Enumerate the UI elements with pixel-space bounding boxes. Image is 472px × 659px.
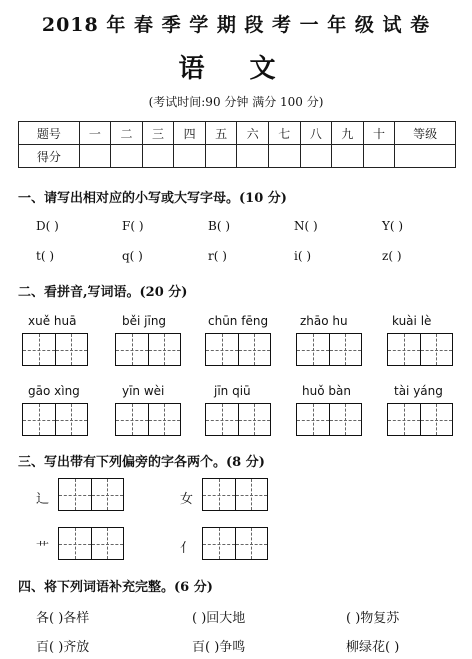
exam-info: (考试时间:90 分钟 满分 100 分) xyxy=(148,95,324,109)
radical-label: 亻 xyxy=(180,541,194,556)
letter-blank[interactable]: r( ) xyxy=(208,249,227,263)
pinyin-label: běi jīng xyxy=(122,314,167,328)
score-cell: 四 xyxy=(174,122,206,145)
score-cell: 一 xyxy=(79,122,111,145)
section1-title: 一、请写出相对应的小写或大写字母。(10 分) xyxy=(18,191,287,206)
subject-title: 语 文 xyxy=(178,54,294,84)
writing-grid[interactable] xyxy=(296,333,362,366)
score-cell: 七 xyxy=(269,122,301,145)
radical-label: 辶 xyxy=(36,492,50,507)
radical-label: 女 xyxy=(180,492,194,507)
score-blank[interactable] xyxy=(174,145,206,168)
idiom-blank[interactable]: 百( )齐放 xyxy=(36,640,90,655)
pinyin-label: huǒ bàn xyxy=(302,384,351,398)
writing-grid[interactable] xyxy=(205,333,271,366)
score-cell: 等级 xyxy=(395,122,456,145)
writing-grid[interactable] xyxy=(115,403,181,436)
score-blank[interactable] xyxy=(237,145,269,168)
pinyin-label: jīn qiū xyxy=(214,384,251,398)
radical-label: 艹 xyxy=(36,541,50,556)
writing-grid[interactable] xyxy=(22,403,88,436)
score-blank[interactable] xyxy=(79,145,111,168)
idiom-blank[interactable]: ( )回大地 xyxy=(192,611,246,626)
writing-grid[interactable] xyxy=(387,333,453,366)
score-cell: 十 xyxy=(363,122,395,145)
writing-grid[interactable] xyxy=(202,527,268,560)
score-blank[interactable] xyxy=(395,145,456,168)
letter-blank[interactable]: t( ) xyxy=(36,249,54,263)
letter-blank[interactable]: B( ) xyxy=(208,219,230,233)
writing-grid[interactable] xyxy=(115,333,181,366)
score-blank[interactable] xyxy=(205,145,237,168)
section3-title: 三、写出带有下列偏旁的字各两个。(8 分) xyxy=(18,455,265,470)
idiom-blank[interactable]: ( )物复苏 xyxy=(346,611,400,626)
score-cell: 五 xyxy=(205,122,237,145)
score-header-row xyxy=(19,122,456,145)
score-cell: 八 xyxy=(300,122,332,145)
score-blank[interactable] xyxy=(142,145,174,168)
score-table xyxy=(18,121,456,168)
pinyin-label: yīn wèi xyxy=(122,384,165,398)
section4-title: 四、将下列词语补充完整。(6 分) xyxy=(18,580,213,595)
score-cell: 九 xyxy=(332,122,364,145)
score-blank[interactable] xyxy=(111,145,143,168)
letter-blank[interactable]: Y( ) xyxy=(382,219,404,233)
writing-grid[interactable] xyxy=(387,403,453,436)
letter-blank[interactable]: z( ) xyxy=(382,249,402,263)
pinyin-label: kuài lè xyxy=(392,314,432,328)
score-cell: 三 xyxy=(142,122,174,145)
pinyin-label: zhāo hu xyxy=(300,314,348,328)
writing-grid[interactable] xyxy=(58,527,124,560)
pinyin-label: xuě huā xyxy=(28,314,77,328)
pinyin-label: tài yáng xyxy=(394,384,443,398)
score-blank[interactable] xyxy=(332,145,364,168)
score-label: 得分 xyxy=(19,145,80,168)
exam-title: 2018 年 春 季 学 期 段 考 一 年 级 试 卷 xyxy=(41,14,431,36)
writing-grid[interactable] xyxy=(58,478,124,511)
writing-grid[interactable] xyxy=(22,333,88,366)
idiom-blank[interactable]: 柳绿花( ) xyxy=(346,640,400,655)
score-cell: 六 xyxy=(237,122,269,145)
letter-blank[interactable]: q( ) xyxy=(122,249,143,263)
writing-grid[interactable] xyxy=(205,403,271,436)
score-input-row xyxy=(19,145,456,168)
score-blank[interactable] xyxy=(269,145,301,168)
score-blank[interactable] xyxy=(363,145,395,168)
writing-grid[interactable] xyxy=(296,403,362,436)
score-cell: 题号 xyxy=(19,122,80,145)
writing-grid[interactable] xyxy=(202,478,268,511)
section2-title: 二、看拼音,写词语。(20 分) xyxy=(18,285,188,300)
letter-blank[interactable]: i( ) xyxy=(294,249,312,263)
idiom-blank[interactable]: 各( )各样 xyxy=(36,611,90,626)
score-blank[interactable] xyxy=(300,145,332,168)
score-cell: 二 xyxy=(111,122,143,145)
idiom-blank[interactable]: 百( )争鸣 xyxy=(192,640,246,655)
letter-blank[interactable]: N( ) xyxy=(294,219,318,233)
pinyin-label: gāo xìng xyxy=(28,384,80,398)
letter-blank[interactable]: D( ) xyxy=(36,219,59,233)
letter-blank[interactable]: F( ) xyxy=(122,219,144,233)
pinyin-label: chūn fēng xyxy=(208,314,269,328)
